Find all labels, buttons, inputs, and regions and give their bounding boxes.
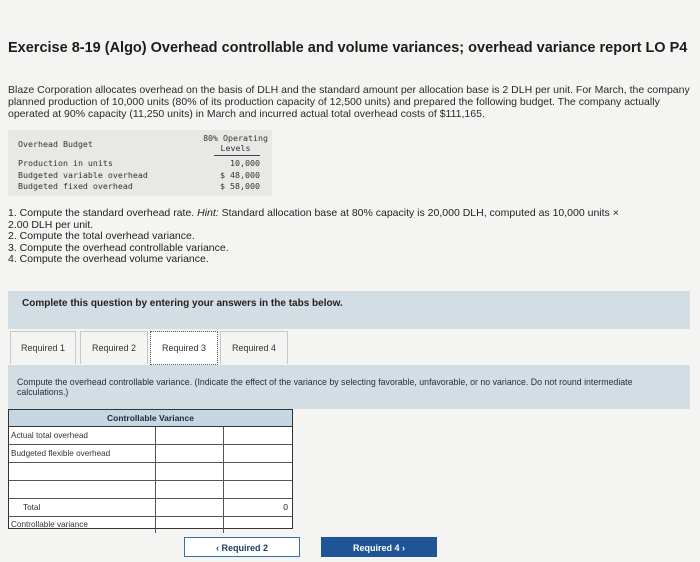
amount-cell[interactable] bbox=[156, 481, 224, 498]
row-label[interactable] bbox=[9, 463, 156, 480]
amount-cell[interactable] bbox=[224, 463, 292, 480]
table-header: Controllable Variance bbox=[9, 410, 292, 427]
hint-label: Hint: bbox=[197, 207, 219, 219]
row-label[interactable] bbox=[9, 481, 156, 498]
amount-input[interactable] bbox=[224, 481, 292, 500]
row-label: Budgeted flexible overhead bbox=[9, 445, 156, 462]
budget-header-right-line2: Levels bbox=[220, 143, 251, 153]
question-1 bbox=[8, 208, 698, 220]
label-input[interactable] bbox=[11, 463, 159, 482]
amount-input[interactable] bbox=[224, 445, 292, 464]
budget-row-label: Budgeted variable overhead bbox=[18, 170, 148, 180]
amount-cell bbox=[156, 499, 224, 516]
table-row bbox=[9, 516, 292, 533]
table-row bbox=[9, 427, 292, 445]
amount-cell[interactable] bbox=[224, 445, 292, 462]
question-1-continued: 2.00 DLH per unit. bbox=[8, 218, 94, 231]
tab-required-1[interactable]: Required 1 bbox=[10, 331, 76, 364]
complete-banner bbox=[8, 291, 690, 329]
budget-row-value: 10,000 bbox=[230, 158, 260, 168]
question-1-hint-text: Standard allocation base at 80% capacity is 20,000 DLH, computed as 10,000 units × bbox=[221, 207, 619, 219]
row-label: Controllable variance bbox=[9, 516, 156, 533]
instruction-panel bbox=[8, 365, 690, 409]
overhead-budget-table bbox=[8, 130, 272, 196]
question-3: 3. Compute the overhead controllable variance. bbox=[8, 241, 229, 254]
instruction-text: Compute the overhead controllable variance. (Indicate the effect of the variance by selecting favorable, unfavorable, or no variance. Do not round intermediate calculations.) bbox=[17, 377, 633, 397]
table-row bbox=[9, 499, 292, 517]
question-list bbox=[8, 208, 698, 266]
prev-button[interactable] bbox=[184, 537, 300, 557]
budget-header-underline bbox=[214, 155, 260, 156]
budget-header-right-line1: 80% Operating bbox=[203, 133, 268, 143]
question-1-text: 1. Compute the standard overhead rate. bbox=[8, 207, 195, 219]
table-row bbox=[9, 445, 292, 463]
problem-intro: Blaze Corporation allocates overhead on the basis of DLH and the standard amount per allocation base is 2 DLH per unit. For March, the company planned production of 10,000 units (80% of its production capacity of 12,500 units) and prepared the following budget. The company actually operated at 90% capacity (11,250 units) in March and incurred actual total overhead costs of $111,165. bbox=[8, 84, 690, 120]
row-label: Actual total overhead bbox=[9, 427, 156, 444]
row-label: Total bbox=[9, 499, 156, 516]
complete-banner-text: Complete this question by entering your answers in the tabs below. bbox=[22, 298, 343, 309]
budget-header-right bbox=[203, 133, 268, 153]
amount-cell[interactable] bbox=[156, 427, 224, 444]
budget-row-value: $ 48,000 bbox=[220, 170, 260, 180]
amount-input[interactable] bbox=[156, 463, 223, 482]
next-button-label: Required 4 bbox=[352, 543, 400, 553]
exercise-title: Exercise 8-19 (Algo) Overhead controllable and volume variances; overhead variance report LO P4 bbox=[8, 40, 688, 56]
budget-row-value: $ 58,000 bbox=[220, 181, 260, 191]
table-row bbox=[9, 481, 292, 499]
tab-required-2[interactable]: Required 2 bbox=[80, 331, 148, 364]
chevron-left-icon: ‹ bbox=[215, 543, 219, 553]
total-value: 0 bbox=[283, 502, 288, 512]
table-row bbox=[9, 463, 292, 481]
variance-effect-cell[interactable] bbox=[224, 516, 292, 533]
next-button[interactable] bbox=[321, 537, 437, 557]
amount-input[interactable] bbox=[156, 516, 223, 535]
amount-input[interactable] bbox=[224, 463, 292, 482]
question-2: 2. Compute the total overhead variance. bbox=[8, 230, 195, 242]
amount-cell[interactable] bbox=[156, 516, 224, 533]
budget-row-label: Production in units bbox=[18, 158, 113, 168]
prev-button-label: Required 2 bbox=[221, 543, 269, 553]
controllable-variance-table bbox=[8, 409, 293, 529]
amount-cell[interactable] bbox=[224, 427, 292, 444]
tab-required-4[interactable]: Required 4 bbox=[220, 331, 288, 364]
amount-input[interactable] bbox=[156, 427, 223, 446]
question-4: 4. Compute the overhead volume variance. bbox=[8, 253, 209, 265]
amount-cell[interactable] bbox=[224, 481, 292, 498]
amount-cell[interactable] bbox=[156, 445, 224, 462]
chevron-right-icon: › bbox=[402, 543, 406, 553]
amount-input[interactable] bbox=[156, 481, 223, 500]
tab-required-3[interactable]: Required 3 bbox=[150, 331, 218, 365]
amount-input[interactable] bbox=[156, 445, 223, 464]
amount-cell[interactable] bbox=[156, 463, 224, 480]
amount-input[interactable] bbox=[224, 427, 292, 446]
budget-header-left: Overhead Budget bbox=[18, 139, 93, 149]
budget-row-label: Budgeted fixed overhead bbox=[18, 181, 133, 191]
label-input[interactable] bbox=[11, 481, 159, 500]
